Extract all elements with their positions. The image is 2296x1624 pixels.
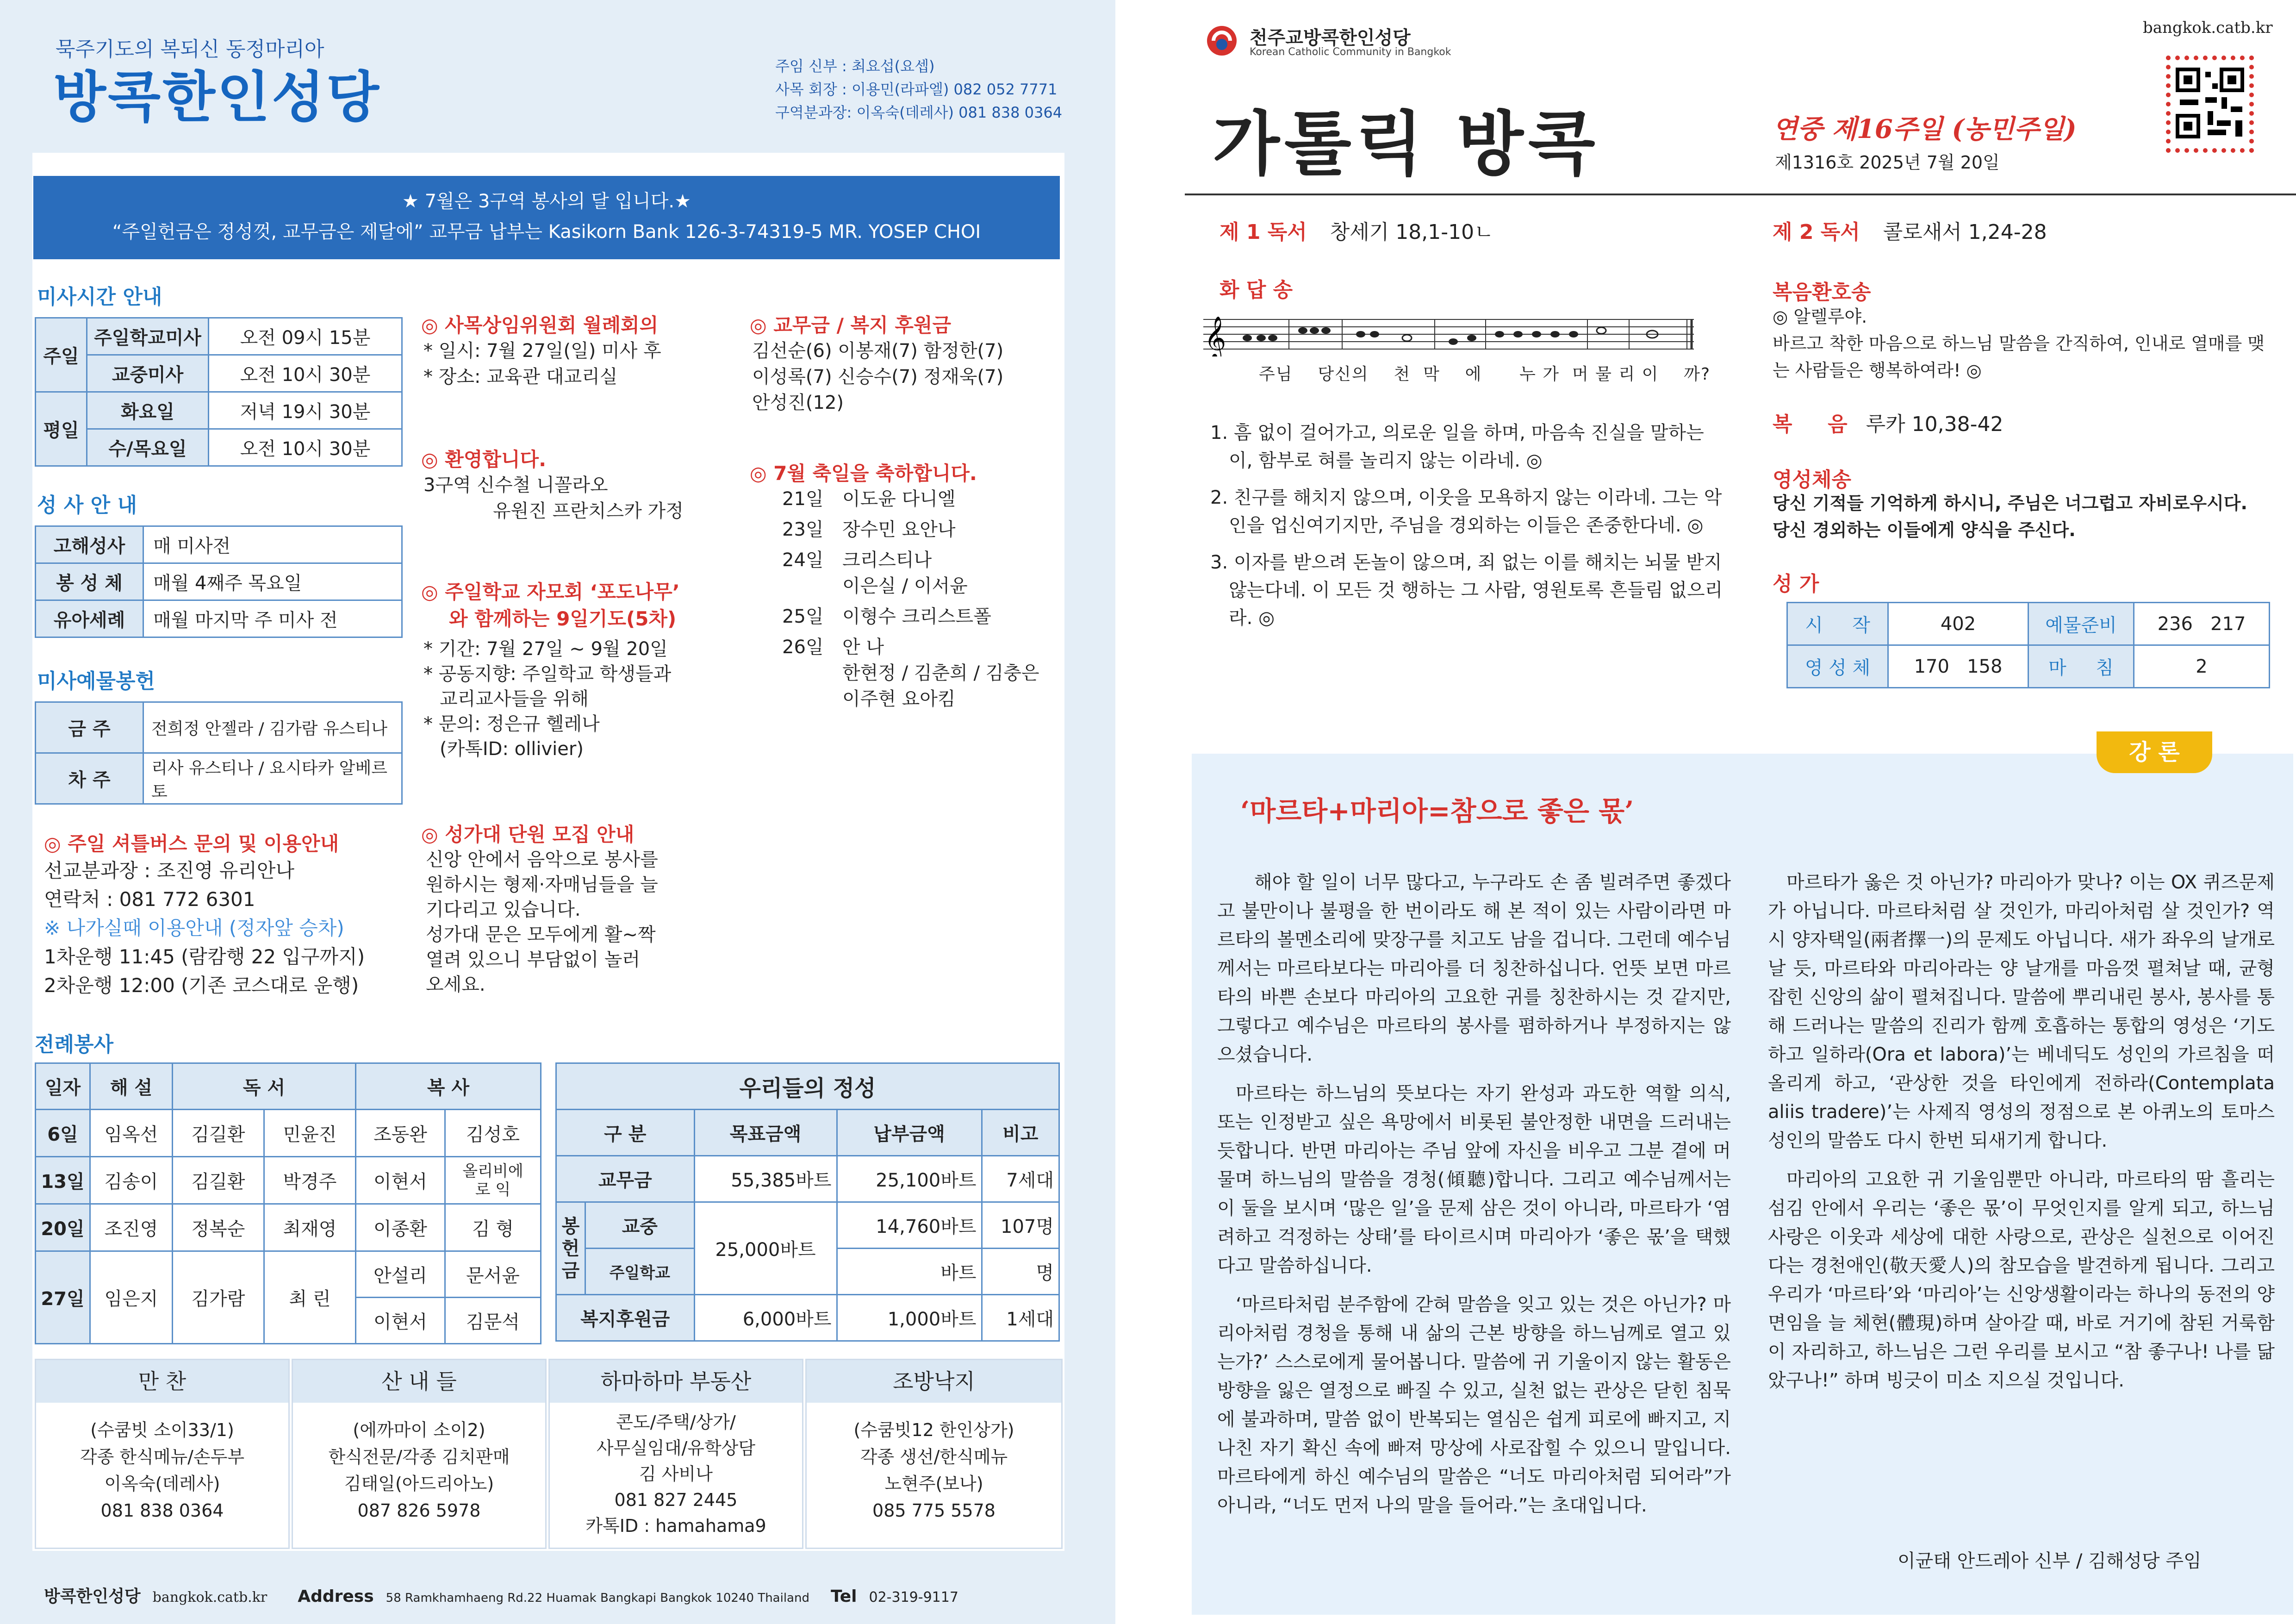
hymn-communion: 170 158 [1888,645,2028,688]
sunday-school-title-line: 와 함께하는 9일기도(5차) [449,607,677,630]
ad-title: 만 찬 [36,1360,288,1403]
liturgy-date: 13일 [36,1157,90,1204]
liturgy-cell: 김송이 [90,1157,173,1204]
dues-line: 이성록(7) 신승수(7) 정재욱(7) [752,366,1004,387]
feast-name: 이주현 요아킴 [842,688,956,710]
liturgy-cell: 이종환 [356,1204,445,1251]
communion-line: 당신 기적들 기억하게 하시니, 주님은 너그럽고 자비로우시다. [1773,493,2247,513]
alleluia-line: 바르고 착한 마음으로 하느님 말씀을 간직하여, 인내로 열매를 맺는 사람들은 행복하여라! ◎ [1773,333,2265,381]
ad-box [548,1359,803,1549]
hymn-label: 성 가 [1773,572,1819,596]
liturgy-cell: 임옥선 [90,1110,173,1157]
parish-logo-icon [1203,22,1240,59]
site-url: bangkok.catb.kr [2143,19,2273,37]
reading-2 [1773,215,2047,245]
liturgy-cell: 김문석 [445,1298,541,1344]
staff-district: 구역분과장: 이옥숙(데레사) 081 838 0364 [775,104,1063,121]
choir-line: 성가대 문은 모두에게 활~짝 [426,924,656,945]
offering-week: 차 주 [36,753,143,804]
footer-address: 58 Ramkhamhaeng Rd.22 Huamak Bangkapi Bangkok 10240 Thailand [386,1591,809,1605]
footer-address-label: Address [298,1587,374,1606]
welcome-title: ◎ 환영합니다. [421,448,547,471]
devotion-row-name: 교중 [585,1202,695,1249]
liturgy-date: 27일 [36,1251,90,1344]
shuttle-line: 연락처 : 081 772 6301 [44,888,255,911]
staff-pastor: 주임 신부 : 최요섭(요셉) [775,57,935,75]
feast-name: 장수민 요안나 [842,519,956,540]
liturgy-cell: 정복순 [173,1204,264,1251]
devotion-header: 비고 [982,1110,1059,1156]
ad-line: 이옥숙(데레사) [104,1474,220,1494]
footer [44,1583,958,1607]
staff-info [775,55,1062,124]
ad-line: 081 838 0364 [100,1500,224,1521]
hymn-communion-label: 영 성 체 [1787,645,1888,688]
dues-info [752,338,1003,416]
psalm-verses [1210,419,1729,632]
feast-name: 이도윤 다니엘 [842,488,956,510]
mass-table [35,317,403,467]
choir-line: 원하시는 형제·자매님들을 늘 [426,874,658,895]
shuttle-notice: ※ 나가실때 이용안내 (정자앞 승차) [44,917,344,939]
banner-line-2: “주일헌금은 정성껏, 교무금은 제달에” 교무금 납부는 Kasikorn Bank 126-3-74319-5 MR. YOSEP CHOI [112,221,981,243]
ad-line: 087 826 5978 [357,1500,481,1521]
mass-time: 오전 09시 15분 [209,318,402,355]
communion-line: 당신 경외하는 이들에게 양식을 주신다. [1773,520,2076,540]
notice-banner [33,176,1060,259]
staff-council: 사목 회장 : 이용민(라파엘) 082 052 7771 [775,81,1058,98]
sunday-school-line: 교리교사들을 위해 [440,688,589,710]
sunday-school-line: * 기간: 7월 27일 ~ 9월 20일 [423,638,668,660]
hymn-start: 402 [1888,603,2028,645]
choir-line: 기다리고 있습니다. [426,899,581,920]
org-name: 천주교방콕한인성당 [1250,27,1411,49]
hymn-end: 2 [2134,645,2270,688]
footer-tel-label: Tel [830,1587,857,1606]
footer-name: 방콕한인성당 [44,1587,141,1606]
sermon-paragraph: 마르타는 하느님의 뜻보다는 자기 완성과 과도한 역할 의식, 또는 인정받고 싶은 욕망에서 비롯된 불안정한 내면을 드러내는 듯합니다. 반면 마리아는 주님 앞에 자신을 비우고 그분 곁에 머물며 하느님의 말씀을 경청(傾聽)합니다. 그리고 예수님께서는 이 둘을 보시며 ‘많은 일’을 문제 삼은 것이 아니라, 마르타가 ‘염려하고 걱정하는 상태’를 타이르시며 마리아가 ‘좋은 몫’을 택했다고 말씀하십니다. [1217,1083,1731,1276]
liturgy-cell: 문서윤 [445,1251,541,1298]
sacrament-name: 봉 성 체 [36,563,143,600]
sacrament-value: 매월 마지막 주 미사 전 [143,600,402,637]
page-divider [1115,0,1166,1624]
liturgy-cell: 최 린 [264,1251,356,1344]
liturgy-header: 해 설 [90,1063,173,1110]
liturgy-header: 복 사 [356,1063,541,1110]
mass-time: 오전 10시 30분 [209,355,402,392]
issue-info: 제1316호 2025년 7월 20일 [1775,152,2000,173]
header-rule [1185,194,2296,195]
sermon-author: 이균태 안드레아 신부 / 김해성당 주임 [1898,1550,2202,1572]
offering-value: 전희정 안젤라 / 김가람 유스티나 [143,702,402,753]
ad-title: 하마하마 부동산 [550,1360,802,1403]
reading-1-value: 창세기 18,1-10ㄴ [1330,220,1494,244]
reading-1 [1220,215,1494,245]
welcome-line: 유원진 프란치스카 가정 [493,500,684,522]
feast-list [782,486,1039,712]
ad-title: 조방낙지 [807,1360,1061,1403]
dues-line: 안성진(12) [752,392,844,413]
feast-day: 25일 [782,606,824,627]
sacrament-value: 매 미사전 [143,526,402,563]
liturgy-cell: 김길환 [173,1110,264,1157]
council-line: * 장소: 교육관 대교리실 [423,366,618,387]
devotion-target: 25,000바트 [694,1202,837,1295]
sermon-paragraph: ‘마르타처럼 분주함에 갇혀 말씀을 잊고 있는 것은 아닌가? 마리아처럼 경청을 통해 내 삶의 근본 방향을 하느님께로 열고 있는가?’ 스스로에게 물어봅니다. 말씀에 귀 기울이지 않는 활동은 방향을 잃은 열정으로 빠질 수 있고, 실천 없는 관상은 닫힌 침묵에 불과하며, 말씀 없이 반복되는 열심은 쉽게 피로에 빠지고, 지나친 자기 확신 속에 빠져 망상에 사로잡힐 수 있으니 말입니다. 마르타에게 하신 예수님의 말씀은 “너도 마리아처럼 되어라”가 아니라, “너도 먼저 나의 말을 들어라.”는 초대입니다. [1217,1294,1731,1516]
psalm-verse: 1. 흠 없이 걸어가고, 의로운 일을 하며, 마음속 진실을 말하는 이, 함부로 혀를 놀리지 않는 이라네. ◎ [1210,422,1704,471]
footer-tel: 02-319-9117 [869,1589,958,1605]
feast-name: 안 나 [842,637,884,658]
offering-title: 미사예물봉헌 [37,669,156,693]
offering-table [35,701,403,805]
choir-info [426,847,658,997]
feast-name: 한현정 / 김춘희 / 김충은 [842,662,1039,684]
devotion-paid: 25,100바트 [837,1156,982,1202]
mass-name: 주일학교미사 [87,318,209,355]
liturgy-cell: 최재영 [264,1204,356,1251]
gospel [1773,407,2003,437]
sermon-column-1 [1217,868,1731,1520]
liturgy-cell: 박경주 [264,1157,356,1204]
ad-line: 카톡ID : hamahama9 [585,1516,766,1536]
sunday-school-line: * 문의: 정은규 헬레나 [423,713,600,735]
svg-text:𝄞: 𝄞 [1204,316,1226,356]
shuttle-title: ◎ 주일 셔틀버스 문의 및 이용안내 [44,832,339,855]
devotion-paid: 14,760바트 [837,1202,982,1249]
mass-title: 미사시간 안내 [37,285,162,309]
devotion-note: 7세대 [982,1156,1059,1202]
sacrament-title: 성 사 안 내 [37,493,137,517]
sacrament-name: 유아세례 [36,600,143,637]
ad-line: 김태일(아드리아노) [344,1474,494,1494]
sunday-school-title-line: ◎ 주일학교 자모회 ‘포도나무’ [421,581,680,603]
reading-2-value: 콜로새서 1,24-28 [1883,220,2047,244]
ad-box [292,1359,547,1549]
sermon-title: ‘마르타+마리아=참으로 좋은 몫’ [1240,795,1634,827]
feast-day: 21일 [782,488,824,510]
shuttle-info [44,856,365,1000]
liturgy-cell: 올리비에 로 익 [445,1157,541,1204]
footer-site: bangkok.catb.kr [152,1589,268,1605]
mass-name: 수/목요일 [87,429,209,466]
devotion-header: 목표금액 [694,1110,837,1156]
psalm-lyrics: 주님 당신의 천 막 에 누 가 머 물 리 이 까? [1259,365,1711,384]
reading-1-label: 제 1 독서 [1220,220,1307,244]
liturgy-cell: 김길환 [173,1157,264,1204]
devotion-row-name: 복지후원금 [556,1295,695,1341]
liturgy-date: 20일 [36,1204,90,1251]
ad-line: 각종 한식메뉴/손두부 [80,1447,245,1467]
sermon-column-2 [1768,868,2275,1395]
communion-label: 영성체송 [1773,468,1852,492]
council-info [423,338,661,390]
devotion-note: 명 [982,1249,1059,1295]
devotion-paid: 바트 [837,1249,982,1295]
shuttle-run: 2차운행 12:00 (기존 코스대로 운행) [44,974,359,997]
ad-box [35,1359,290,1549]
feast-day: 24일 [782,550,824,571]
devotion-header: 구 분 [556,1110,695,1156]
liturgy-cell: 이현서 [356,1157,445,1204]
dues-title: ◎ 교무금 / 복지 후원금 [750,314,952,337]
liturgy-header: 일자 [36,1063,90,1110]
sermon-badge: 강 론 [2097,731,2212,773]
feast-title: ◎ 7월 축일을 축하합니다. [750,462,977,485]
liturgy-cell: 민윤진 [264,1110,356,1157]
feast-name: 이은실 / 이서윤 [842,575,968,597]
ad-line: 한식전문/각종 김치판매 [328,1447,510,1467]
choir-title: ◎ 성가대 단원 모집 안내 [421,823,635,846]
ad-line: 콘도/주택/상가/ [616,1412,736,1432]
choir-line: 열려 있으니 부담없이 놀러 [426,949,641,970]
devotion-row-name: 교무금 [556,1156,695,1202]
devotion-header: 납부금액 [837,1110,982,1156]
offering-value: 리사 유스티나 / 요시타카 알베르토 [143,753,402,804]
feast-name: 크리스티나 [842,550,932,571]
sacrament-name: 고해성사 [36,526,143,563]
liturgy-cell: 안설리 [356,1251,445,1298]
sermon-paragraph: 마르타가 옳은 것 아닌가? 마리아가 맞나? 이는 OX 퀴즈문제가 아닙니다. 마르타처럼 살 것인가, 마리아처럼 살 것인가? 역시 양자택일(兩者擇一)의 문제도 아닙니다. 새가 좌우의 날개로 날 듯, 마르타와 마리아라는 양 날개를 마음껏 펼쳐날 때, 균형 잡힌 신앙의 삶이 펼쳐집니다. 말씀에 뿌리내린 봉사, 봉사를 통해 드러나는 말씀의 진리가 함께 호흡하는 통합의 영성은 ‘기도하고 일하라(Ora et labora)’는 베네딕도 성인의 가르침을 떠올리게 하고, ‘관상한 것을 타인에게 전하라(Contemplata aliis tradere)’는 사제직 영성의 정점으로 본 아퀴노의 토마스 성인의 말씀도 다시 한번 되새기게 합니다. [1768,872,2275,1151]
shuttle-line: 선교분과장 : 조진영 유리안나 [44,859,295,882]
mass-time: 오전 10시 30분 [209,429,402,466]
devotion-target: 55,385바트 [694,1156,837,1202]
mass-weekday-label: 평일 [36,392,87,466]
liturgy-cell: 김가람 [173,1251,264,1344]
ad-box [805,1359,1063,1549]
ad-line: 노현주(보나) [884,1474,983,1494]
liturgy-cell: 조동완 [356,1110,445,1157]
sunday-school-line: * 공동지향: 주일학교 학생들과 [423,663,672,685]
alleluia-line: ◎ 알렐루야. [1773,306,1867,327]
liturgy-date: 6일 [36,1110,90,1157]
choir-line: 신앙 안에서 음악으로 봉사를 [426,849,658,870]
psalm-label: 화 답 송 [1220,278,1293,302]
alleluia-label: 복음환호송 [1773,281,1871,304]
mass-name: 화요일 [87,392,209,429]
sacrament-table [35,525,403,638]
welcome-info [423,472,684,524]
reading-2-label: 제 2 독서 [1773,220,1860,244]
sunday-school-line: (카톡ID: ollivier) [440,738,584,760]
devotion-table [555,1062,1060,1342]
sermon-paragraph: 해야 할 일이 너무 많다고, 누구라도 손 좀 빌려주면 좋겠다고 불만이나 불평을 한 번이라도 해 본 적이 있는 사람이라면 마르타의 볼멘소리에 맞장구를 치고도 남을 겁니다. 그런데 예수님께서는 마르타보다는 마리아를 더 칭찬하십니다. 언뜻 보면 마르타의 바쁜 손보다 마리아의 고요한 귀를 칭찬하시는 것 같지만, 그렇다고 예수님은 마르타의 봉사를 폄하하거나 부정하지는 않으셨습니다. [1217,872,1731,1065]
communion-text [1773,490,2247,543]
gospel-value: 루카 10,38-42 [1866,412,2004,436]
sermon-paragraph: 마리아의 고요한 귀 기울임뿐만 아니라, 마르타의 땀 흘리는 섬김 안에서 우리는 ‘좋은 몫’이 무엇인지를 알게 되고, 하느님 사랑은 이웃과 세상에 대한 사랑으로, 관상은 실천으로 이어진다는 경천애인(敬天愛人)의 참모습을 발견하게 됩니다. 그리고 우리가 ‘마르타’와 ‘마리아’는 신앙생활이라는 하나의 동전의 양면임을 늘 체현(體現)하며 살아갈 때, 바로 거기에 참된 거룩함이 자리하고, 하느님은 그런 우리를 보시고 “참 좋구나! 나를 닮았구나!” 하며 빙긋이 미소 지으실 것입니다. [1768,1169,2275,1391]
choir-line: 오세요. [426,974,485,995]
devotion-note: 107명 [982,1202,1059,1249]
hymn-start-label: 시 작 [1787,603,1888,645]
hymn-table [1786,602,2270,688]
ad-line: 사무실임대/유학상담 [596,1438,756,1458]
mass-name: 교중미사 [87,355,209,392]
mass-sunday-label: 주일 [36,318,87,392]
sunday-school-info [423,637,671,762]
psalm-verse: 2. 친구를 해치지 않으며, 이웃을 모욕하지 않는 이라네. 그는 악인을 업신여기지만, 주님을 경외하는 이들은 존중한다네. ◎ [1210,487,1722,536]
org-name-en: Korean Catholic Community in Bangkok [1250,46,1451,58]
hymn-end-label: 마 침 [2028,645,2134,688]
ad-line: 081 827 2445 [614,1490,738,1510]
hymn-offer: 236 217 [2134,603,2270,645]
hymn-offer-label: 예물준비 [2028,603,2134,645]
gospel-label: 복 음 [1773,412,1848,436]
offering-week: 금 주 [36,702,143,753]
ad-line: (수쿰빗 소이33/1) [90,1420,234,1440]
devotion-offering-label: 봉헌금 [561,1215,580,1281]
parish-subtitle: 묵주기도의 복되신 동정마리아 [56,37,324,61]
liturgy-cell: 임은지 [90,1251,173,1344]
feast-day: 26일 [782,637,824,658]
feast-day: 23일 [782,519,824,540]
welcome-line: 3구역 신수철 니꼴라오 [423,475,608,496]
liturgy-cell: 이현서 [356,1298,445,1344]
qr-code-icon [2166,56,2254,153]
alleluia-text [1773,303,2272,384]
feast-name: 이형수 크리스트폴 [842,606,991,627]
liturgy-cell: 김 형 [445,1204,541,1251]
liturgy-table [35,1062,541,1344]
psalm-verse: 3. 이자를 받으려 돈놀이 않으며, 죄 없는 이를 해치는 뇌물 받지 않는다네. 이 모든 것 행하는 그 사람, 영원토록 흔들림 없으리라. ◎ [1210,552,1723,629]
sunday-title: 연중 제16주일 (농민주일) [1773,114,2077,144]
ad-line: (수쿰빗12 한인상가) [853,1420,1014,1440]
ad-line: (에까마이 소이2) [353,1420,485,1440]
liturgy-title: 전례봉사 [35,1033,114,1056]
liturgy-cell: 김성호 [445,1110,541,1157]
psalm-music-staff [1203,310,1694,356]
ad-line: 각종 생선/한식메뉴 [860,1447,1008,1467]
liturgy-cell: 조진영 [90,1204,173,1251]
devotion-paid: 1,000바트 [837,1295,982,1341]
liturgy-header: 독 서 [173,1063,356,1110]
council-line: * 일시: 7월 27일(일) 미사 후 [423,340,661,362]
bulletin-title: 가톨릭 방콕 [1213,104,1600,185]
devotion-target: 6,000바트 [694,1295,837,1341]
parish-title: 방콕한인성당 [53,65,381,129]
council-title: ◎ 사목상임위원회 월례회의 [421,314,659,337]
ad-title: 산 내 들 [293,1360,545,1403]
devotion-note: 1세대 [982,1295,1059,1341]
sacrament-value: 매월 4째주 목요일 [143,563,402,600]
devotion-title: 우리들의 정성 [556,1063,1059,1110]
ad-line: 김 사비나 [639,1464,713,1484]
devotion-row-name: 주일학교 [585,1249,695,1295]
sunday-school-title [421,579,680,632]
shuttle-run: 1차운행 11:45 (람캄행 22 입구까지) [44,945,365,968]
ad-line: 085 775 5578 [872,1500,996,1521]
banner-line-1: ★ 7월은 3구역 봉사의 달 입니다.★ [402,191,691,212]
mass-time: 저녁 19시 30분 [209,392,402,429]
dues-line: 김선순(6) 이봉재(7) 함정한(7) [752,340,1004,362]
